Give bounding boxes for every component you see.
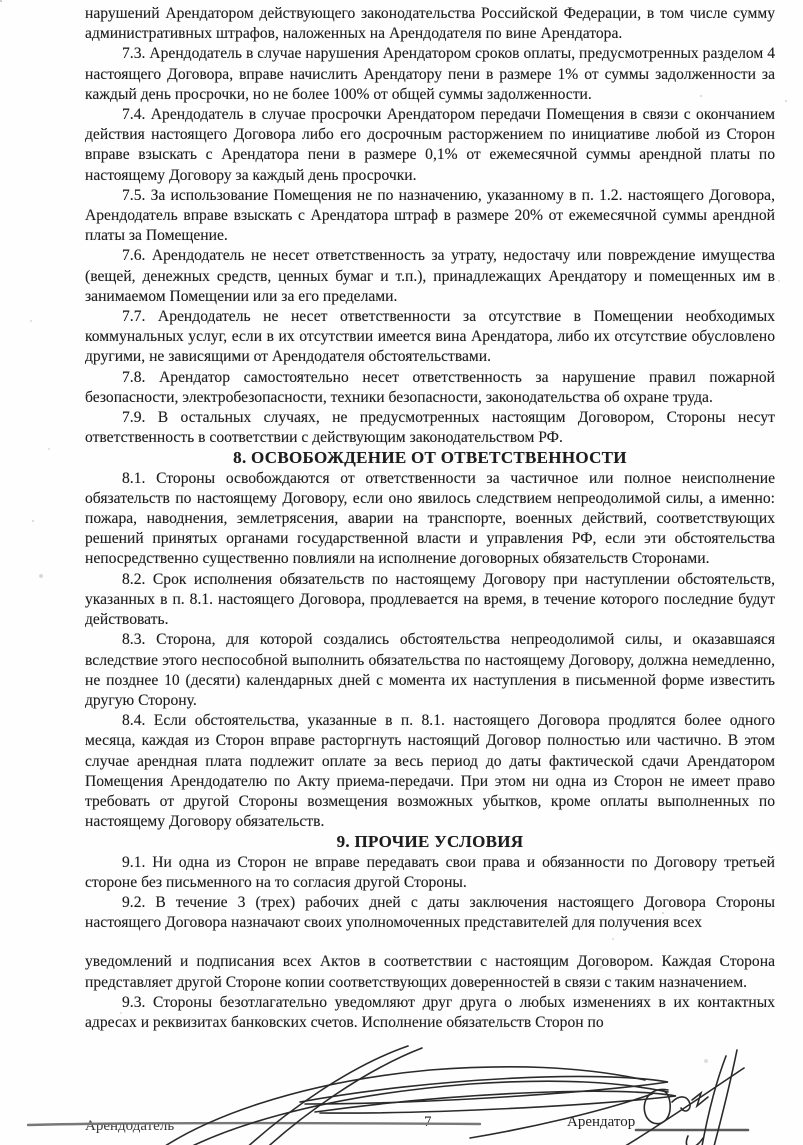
paragraph: 8.3. Сторона, для которой создались обстоятельства непреодолимой силы, и оказавшаяся вследствие этого неспособной выполнить обязательства по настоящему Договору, должна немедленно, не позднее 10 (десяти) календарных дней с момента их наступления в письменной форме известить другую Сторону. <box>85 631 775 709</box>
paragraph: 8.2. Срок исполнения обязательств по настоящему Договору при наступлении обстоятельств, указанных в п. 8.1. настоящего Договора, продлевается на время, в течение которого последние будут действовать. <box>85 570 775 629</box>
section-heading: 9. ПРОЧИЕ УСЛОВИЯ <box>336 832 524 852</box>
landlord-signature-label: Арендодатель <box>85 1118 175 1134</box>
paragraph: 7.6. Арендодатель не несет ответственность за утрату, недостачу или повреждение имущества (вещей, денежных средств, ценных бумаг и т.п.), принадлежащих Арендатору и помещенных им в занимаемом Помещении или за его пределами. <box>85 247 775 305</box>
paragraph: 8.1. Стороны освобождаются от ответственности за частичное или полное неисполнение обязательств по настоящему Договору, если оно явилось следствием непреодолимой силы, а именно: пожара, наводнения, землетрясения, аварии на транспорте, военных действий, соответствующих решений принятых органами государственной власти и управления РФ, если эти обстоятельства непосредственно существенно повлияли на исполнение договорных обязательств Сторонами. <box>85 469 775 568</box>
paragraph: нарушений Арендатором действующего законодательства Российской Федерации, в том числе сумму административных штрафов, наложенных на Арендодателя по вине Арендатора. <box>85 5 775 43</box>
page-number: 7 <box>424 1114 432 1130</box>
section-heading: 8. ОСВОБОЖДЕНИЕ ОТ ОТВЕТСТВЕННОСТИ <box>233 448 627 468</box>
paragraph: 9.1. Ни одна из Сторон не вправе передавать свои права и обязанности по Договору третьей стороне без письменного на то согласия другой Стороны. <box>85 853 775 891</box>
document-body <box>85 4 775 1033</box>
paragraph: 7.5. За использование Помещения не по назначению, указанному в п. 1.2. настоящего Договора, Арендодатель вправе взыскать с Арендатора штраф в размере 20% от ежемесячной суммы арендной платы за Помещение. <box>85 186 775 245</box>
paragraph: 8.4. Если обстоятельства, указанные в п. 8.1. настоящего Договора продлятся более одного месяца, каждая из Сторон вправе расторгнуть настоящий Договор полностью или частично. В этом случае арендная плата подлежит оплате за весь период до даты фактической сдачи Арендатором Помещения Арендодателю по Акту приема-передачи. При этом ни одна из Сторон не имеет право требовать от другой Стороны возмещения возможных убытков, кроме оплаты выполненных по настоящему Договору обязательств. <box>85 712 775 831</box>
paragraph: уведомлений и подписания всех Актов в соответствии с настоящим Договором. Каждая Сторона представляет другой Стороне копии соответствующих доверенностей в связи с таким назначением. <box>85 953 775 991</box>
paragraph: 9.2. В течение 3 (трех) рабочих дней с даты заключения настоящего Договора Стороны настоящего Договора назначают своих уполномоченных представителей для получения всех <box>85 893 775 932</box>
paragraph: 7.8. Арендатор самостоятельно несет ответственность за нарушение правил пожарной безопасности, электробезопасности, техники безопасности, законодательства об охране труда. <box>85 368 775 406</box>
paragraph: 7.3. Арендодатель в случае нарушения Арендатором сроков оплаты, предусмотренных разделом 4 настоящего Договора, вправе начислить Арендатору пени в размере 1% от суммы задолженности за каждый день просрочки, но не более 100% от общей суммы задолженности. <box>85 45 775 103</box>
scan-noise <box>0 0 2 2</box>
paragraph: 7.9. В остальных случаях, не предусмотренных настоящим Договором, Стороны несут ответственность в соответствии с действующим законодательством РФ. <box>85 409 775 447</box>
paragraph: 7.4. Арендодатель в случае просрочки Арендатором передачи Помещения в связи с окончанием действия настоящего Договора либо его досрочным расторжением по инициативе любой из Сторон вправе взыскать с Арендатора пени в размере 0,1% от ежемесячной суммы арендной платы по настоящему Договору за каждый день просрочки. <box>85 106 775 184</box>
paragraph: 9.3. Стороны безотлагательно уведомляют друг друга о любых изменениях в их контактных адресах и реквизитах банковских счетов. Исполнение обязательств Сторон по <box>85 993 775 1031</box>
paragraph: 7.7. Арендодатель не несет ответственности за отсутствие в Помещении необходимых коммунальных услуг, если в их отсутствии имеется вина Арендатора, либо их отсутствие обусловлено другими, не зависящими от Арендодателя обстоятельствами. <box>85 308 775 366</box>
page-footer <box>0 1112 803 1145</box>
tenant-signature-label: Арендатор <box>567 1114 636 1130</box>
